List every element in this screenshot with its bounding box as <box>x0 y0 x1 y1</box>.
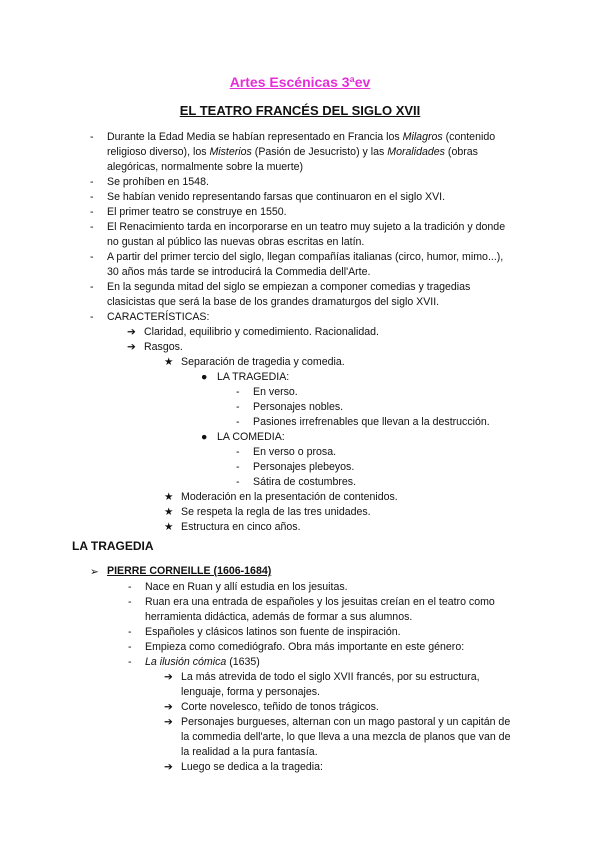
list-item: Empieza como comediógrafo. Obra más importante en este género: <box>145 641 465 653</box>
list-item: Moderación en la presentación de contenidos. <box>181 491 398 503</box>
dash-marker: - <box>236 386 240 398</box>
star-icon: ★ <box>164 521 174 533</box>
list-item: Sátira de costumbres. <box>253 476 357 488</box>
dash-marker: - <box>90 191 94 203</box>
arrow-icon: ➔ <box>127 341 136 353</box>
list-item: Durante la Edad Media se habían representado en Francia los Milagros (contenido <box>107 131 496 143</box>
list-item: En verso. <box>253 386 298 398</box>
list-item-continued: la realidad a la pura fantasía. <box>181 746 318 758</box>
arrow-icon: ➔ <box>164 671 173 683</box>
list-item: En la segunda mitad del siglo se empiezan a componer comedias y tragedias <box>107 281 471 293</box>
arrow-icon: ➔ <box>164 701 173 713</box>
list-item: Luego se dedica a la tragedia: <box>181 761 323 773</box>
dash-marker: - <box>236 401 240 413</box>
list-item: CARACTERÍSTICAS: <box>107 311 210 323</box>
list-item: Se prohíben en 1548. <box>107 176 209 188</box>
list-item: A partir del primer tercio del siglo, llegan compañías italianas (circo, humor, mimo...), <box>107 251 504 263</box>
arrow-icon: ➔ <box>164 716 173 728</box>
dash-marker: - <box>90 176 94 188</box>
list-item-continued: alegóricas, normalmente sobre la muerte) <box>107 161 304 173</box>
section-heading: LA TRAGEDIA <box>72 539 154 553</box>
dash-marker: - <box>128 596 132 608</box>
star-icon: ★ <box>164 356 174 368</box>
list-item: Se respeta la regla de las tres unidades. <box>181 506 371 518</box>
list-item-continued: no gustan al público las nuevas obras escritas en latín. <box>107 236 365 248</box>
dash-marker: - <box>128 656 132 668</box>
dash-marker: - <box>90 221 94 233</box>
dash-marker: - <box>128 626 132 638</box>
dash-marker: - <box>236 416 240 428</box>
dash-marker: - <box>90 251 94 263</box>
list-item: Españoles y clásicos latinos son fuente de inspiración. <box>145 626 401 638</box>
dash-marker: - <box>90 281 94 293</box>
document-subtitle: EL TEATRO FRANCÉS DEL SIGLO XVII <box>179 103 421 118</box>
dash-marker: - <box>236 446 240 458</box>
list-item: Rasgos. <box>144 341 183 353</box>
bullet-icon: ● <box>201 431 208 443</box>
dash-marker: - <box>128 641 132 653</box>
list-item: Nace en Ruan y allí estudia en los jesuitas. <box>145 581 348 593</box>
list-item: Personajes plebeyos. <box>253 461 355 473</box>
dash-marker: - <box>128 581 132 593</box>
dash-marker: - <box>90 206 94 218</box>
chevron-icon: ➢ <box>90 566 99 578</box>
arrow-icon: ➔ <box>164 761 173 773</box>
document-title: Artes Escénicas 3ªev <box>229 74 371 90</box>
list-item: Claridad, equilibrio y comedimiento. Racionalidad. <box>144 326 379 338</box>
list-item-continued: 30 años más tarde se introducirá la Commedia dell'Arte. <box>107 266 371 278</box>
list-item: LA TRAGEDIA: <box>217 371 290 383</box>
dash-marker: - <box>236 476 240 488</box>
list-item-continued: herramienta didáctica, además de formar a sus alumnos. <box>145 611 413 623</box>
list-item: Pasiones irrefrenables que llevan a la destrucción. <box>253 416 490 428</box>
star-icon: ★ <box>164 491 174 503</box>
list-item: Ruan era una entrada de españoles y los jesuitas creían en el teatro como <box>145 596 495 608</box>
list-item-continued: religioso diverso), los Misterios (Pasión de Jesucristo) y las Moralidades (obras <box>107 146 478 158</box>
list-item: En verso o prosa. <box>253 446 337 458</box>
list-item-continued: la commedia dell'arte, lo que lleva a una mezcla de planos que van de <box>181 731 511 743</box>
list-item: Se habían venido representando farsas que continuaron en el siglo XVI. <box>107 191 446 203</box>
list-item: El primer teatro se construye en 1550. <box>107 206 287 218</box>
list-item: Separación de tragedia y comedia. <box>181 356 345 368</box>
list-item: Corte novelesco, teñido de tonos trágicos. <box>181 701 379 713</box>
dash-marker: - <box>236 461 240 473</box>
list-item: La ilusión cómica (1635) <box>145 656 260 668</box>
list-item: Personajes burgueses, alternan con un mago pastoral y un capitán de <box>181 716 511 728</box>
list-item: LA COMEDIA: <box>217 431 285 443</box>
star-icon: ★ <box>164 506 174 518</box>
list-item: La más atrevida de todo el siglo XVII francés, por su estructura, <box>181 671 480 683</box>
dash-marker: - <box>90 311 94 323</box>
author-heading: PIERRE CORNEILLE (1606-1684) <box>107 565 272 577</box>
dash-marker: - <box>90 131 94 143</box>
list-item: Estructura en cinco años. <box>181 521 301 533</box>
list-item-continued: clasicistas que será la base de los grandes dramaturgos del siglo XVII. <box>107 296 440 308</box>
list-item: El Renacimiento tarda en incorporarse en un teatro muy sujeto a la tradición y donde <box>107 221 506 233</box>
bullet-icon: ● <box>201 371 208 383</box>
list-item-continued: lenguaje, forma y personajes. <box>181 686 320 698</box>
arrow-icon: ➔ <box>127 326 136 338</box>
list-item: Personajes nobles. <box>253 401 344 413</box>
